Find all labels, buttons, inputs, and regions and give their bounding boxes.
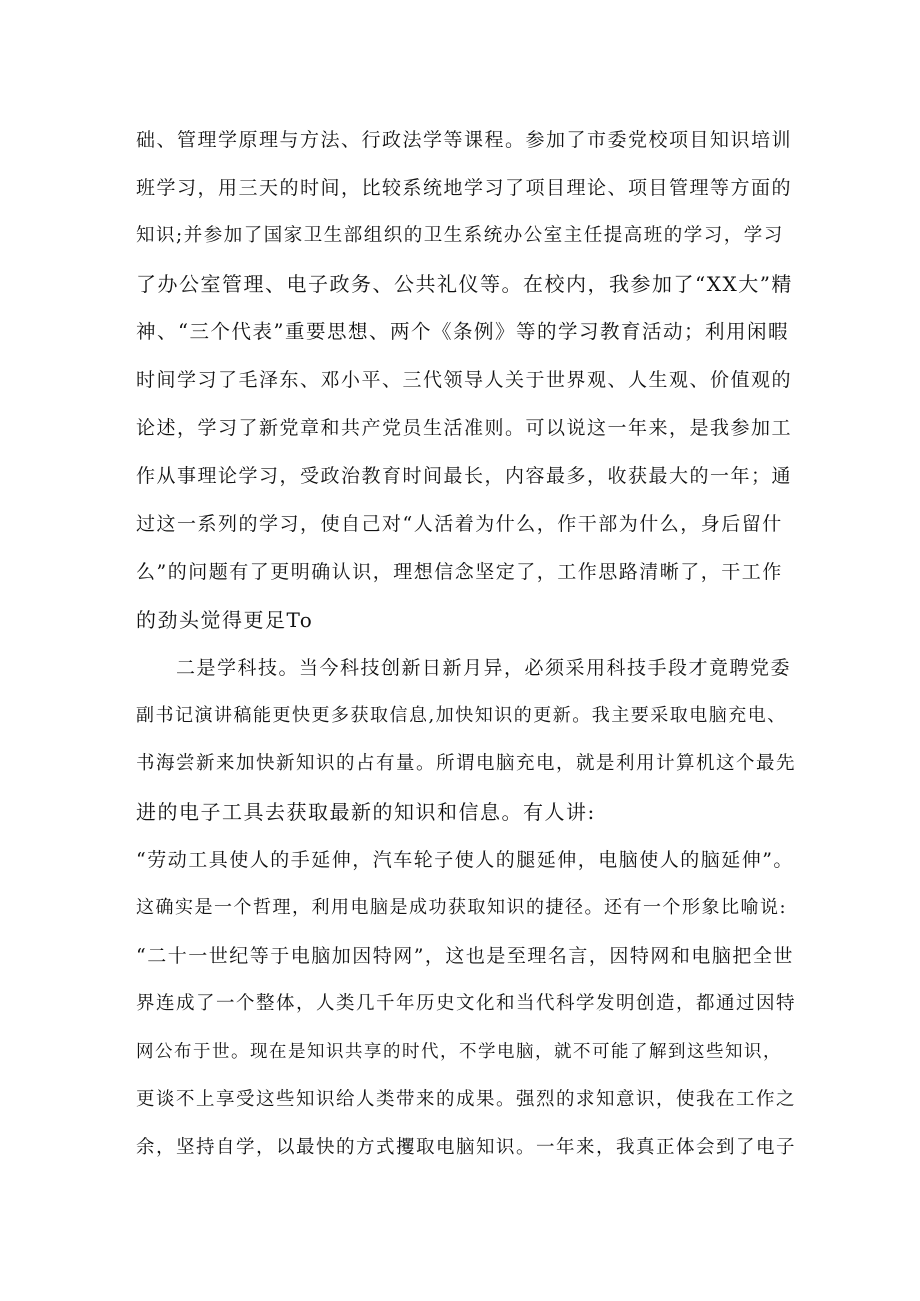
text-line-21: 更谈不上享受这些知识给人类带来的成果。强烈的求知意识，使我在工作之 [136, 1089, 797, 1110]
text-line-22: 余，坚持自学，以最快的方式攫取电脑知识。一年来，我真正体会到了电子 [136, 1137, 797, 1158]
text-line-20: 网公布于世。现在是知识共享的时代，不学电脑，就不可能了解到这些知识， [136, 1042, 782, 1062]
text-line-3: 知识;并参加了国家卫生部组织的卫生系统办公室主任提高班的学习，学习 [136, 225, 784, 246]
text-line-2: 班学习，用三天的时间，比较系统地学习了项目理论、项目管理等方面的 [136, 177, 793, 199]
text-line-4: 了办公室管理、电子政务、公共礼仪等。在校内，我参加了“XX大”精 [136, 272, 793, 296]
text-line-14: 书海尝新来加快新知识的占有量。所谓电脑充电，就是利用计算机这个最先 [136, 753, 797, 774]
text-line-1: 础、管理学原理与方法、行政法学等课程。参加了市委党校项目知识培训 [136, 129, 793, 151]
text-line-8: 作从事理论学习，受政治教育时间最长，内容最多，收获最大的一年；通 [136, 465, 793, 487]
text-line-6: 时间学习了毛泽东、邓小平、三代领导人关于世界观、人生观、价值观的 [136, 369, 793, 391]
text-line-13: 副书记演讲稿能更快更多获取信息,加快知识的更新。我主要采取电脑充电、 [136, 705, 787, 726]
text-line-15: 进的电子工具去获取最新的知识和信息。有人讲: [136, 800, 596, 824]
text-line-10: 么”的问题有了更明确认识，理想信念坚定了，工作思路清晰了，干工作 [136, 561, 783, 583]
text-line-17: 这确实是一个哲理，利用电脑是成功获取知识的捷径。还有一个形象比喻说: [136, 897, 788, 918]
text-line-18: “二十一世纪等于电脑加因特网”，这也是至理名言，因特网和电脑把全世 [136, 945, 794, 967]
text-line-7: 论述，学习了新党章和共产党员生活准则。可以说这一年来，是我参加工 [136, 417, 793, 439]
text-line-11: 的劲头觉得更足To [136, 608, 314, 632]
text-line-16: “劳动工具使人的手延伸，汽车轮子使人的腿延伸，电脑使人的脑延伸”。 [136, 849, 794, 871]
text-line-5: 神、“三个代表”重要思想、两个《条例》等的学习教育活动；利用闲暇 [136, 320, 789, 343]
text-line-9: 过这一系列的学习，使自己对“人活着为什么，作干部为什么，身后留什 [136, 513, 783, 535]
text-line-19: 界连成了一个整体，人类几千年历史文化和当代科学发明创造，都通过因特 [136, 993, 797, 1014]
paragraph-2-first-line: 二是学科技。当今科技创新日新月异，必须采用科技手段才竟聘党委 [176, 657, 792, 679]
